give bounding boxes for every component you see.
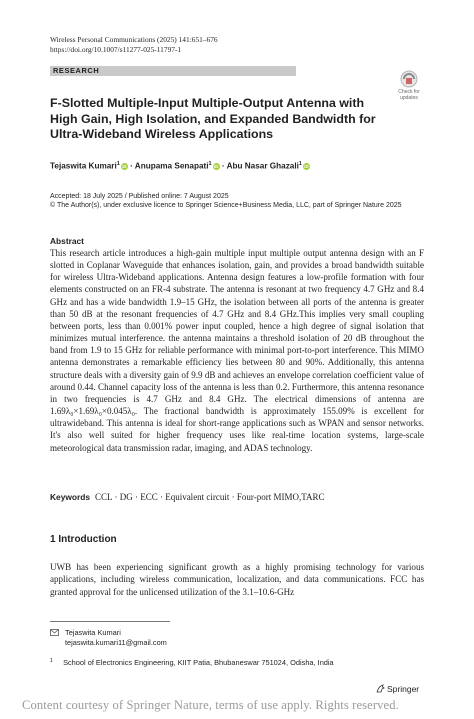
accepted-published-line: Accepted: 18 July 2025 / Published online: 7 August 2025: [50, 193, 229, 200]
check-updates-icon: [392, 70, 426, 100]
footnote-divider: [50, 621, 170, 622]
springer-horse-icon: [376, 684, 385, 693]
publication-dates: [50, 192, 402, 211]
abstract-heading: Abstract: [50, 236, 84, 246]
introduction-heading: 1 Introduction: [50, 534, 117, 545]
orcid-icon[interactable]: iD: [122, 163, 127, 169]
author-affiliation-sup: 1: [116, 161, 120, 167]
doi-link[interactable]: https://doi.org/10.1007/s11277-025-11797-1: [50, 45, 182, 54]
paper-title: F-Slotted Multiple-Input Multiple-Output Antenna with High Gain, High Isolation, and Expanded Bandwidth for Ultra-Wideband Wireless Applications: [50, 96, 376, 141]
check-for-updates-badge[interactable]: [392, 70, 426, 100]
courtesy-notice: Content courtesy of Springer Nature, terms of use apply. Rights reserved.: [22, 698, 399, 712]
introduction-text: UWB has been experiencing significant growth as a highly promising technology for various applications, including wireless communication, localization, and data communications. FCC has granted approval for the unlicensed utilization of the 3.1–10.6-GHz: [50, 562, 424, 597]
abstract-text: This research article introduces a high-gain multiple input multiple output antenna design with an F slotted in Coplanar Waveguide that enhances isolation, gain, and provides a broad bandwidth suitable for wireless Ultra-Wideband applications. Antenna design features a low-profile formation with four elements constructed on an FR-4 substrate. The antenna is resonant at two frequency 4.7 GHz and 8.4 GHz and has a wide bandwidth 1.9–15 GHz, the isolation between all ports of the antenna is greater than 50 dB at the resonant frequencies of 4.7 GHz and 8.4 GHz.This implies very small coupling between ports, less than 0.001% power input coupled, hence a high degree of signal isolation that minimizes mutual interference. the antenna maintains a threshold isolation of 20 dB throughout the band from 1.9 to 15 GHz for reliable performance with minimal port-to-port interference. This MIMO antenna demonstrates a remarkable efficiency lies between 80 and 90%. Additionally, this antenna structure deals with a diversity gain of 9.9 dB and achieves an envelope correlation coefficient value of around 0.44. Channel capacity loss of the antenna is less than 0.2. Furthermore, this antenna resonance in two frequencies is 4.7 GHz and 8.4 GHz. The electrical dimensions of antenna are 1.69λ₀×1.69λ₀×0.045λ₀. The fractional bandwidth is approximately 155.09% is excellent for ultrawideband. This antenna is ideal for short-range applications such as WPAN and sensor networks. It's also well suited for higher frequency uses like real-time location systems, large-scale meteorological data transmission radar, imaging, and ADAS technology.: [50, 248, 424, 453]
correspondence-name: Tejaswita Kumari: [65, 628, 121, 637]
copyright-line: © The Author(s), under exclusive licence to Springer Science+Business Media, LLC, part of Springer Nature 2025: [50, 202, 402, 210]
keywords-label: Keywords: [50, 492, 91, 502]
correspondence-email[interactable]: tejaswita.kumari11@gmail.com: [65, 638, 167, 647]
publisher-name: Springer: [387, 684, 420, 694]
check-updates-line1: Check for: [398, 89, 420, 95]
journal-info: [50, 35, 218, 55]
affiliation: [50, 658, 334, 667]
orcid-icon[interactable]: iD: [213, 163, 219, 169]
author-name[interactable]: Tejaswita Kumari: [50, 161, 117, 171]
author-name[interactable]: Anupama Senapati: [134, 161, 209, 171]
author-affiliation-sup: 1: [298, 161, 302, 167]
affiliation-number: 1: [50, 658, 54, 664]
journal-name: Wireless Personal Communications (2025) 141:651–676: [50, 35, 218, 44]
keywords: [50, 492, 325, 502]
orcid-icon[interactable]: iD: [304, 163, 309, 169]
author-name[interactable]: Abu Nasar Ghazali: [226, 161, 299, 171]
publisher-logo: [376, 684, 419, 694]
check-updates-line2: updates: [400, 95, 418, 100]
author-affiliation-sup: 1: [208, 161, 212, 167]
author-list: Tejaswita Kumari$^1$ iD · Anupama Senapati$^1$ iD · Abu Nasar Ghazali$^1$ iD: [50, 161, 309, 171]
envelope-icon: [50, 629, 59, 636]
correspondence: [50, 628, 167, 648]
affiliation-text: School of Electronics Engineering, KIIT Patia, Bhubaneswar 751024, Odisha, India: [63, 658, 334, 668]
keywords-text: CCL · DG · ECC · Equivalent circuit · Four-port MIMO,TARC: [95, 492, 325, 502]
section-label: RESEARCH: [50, 66, 296, 76]
